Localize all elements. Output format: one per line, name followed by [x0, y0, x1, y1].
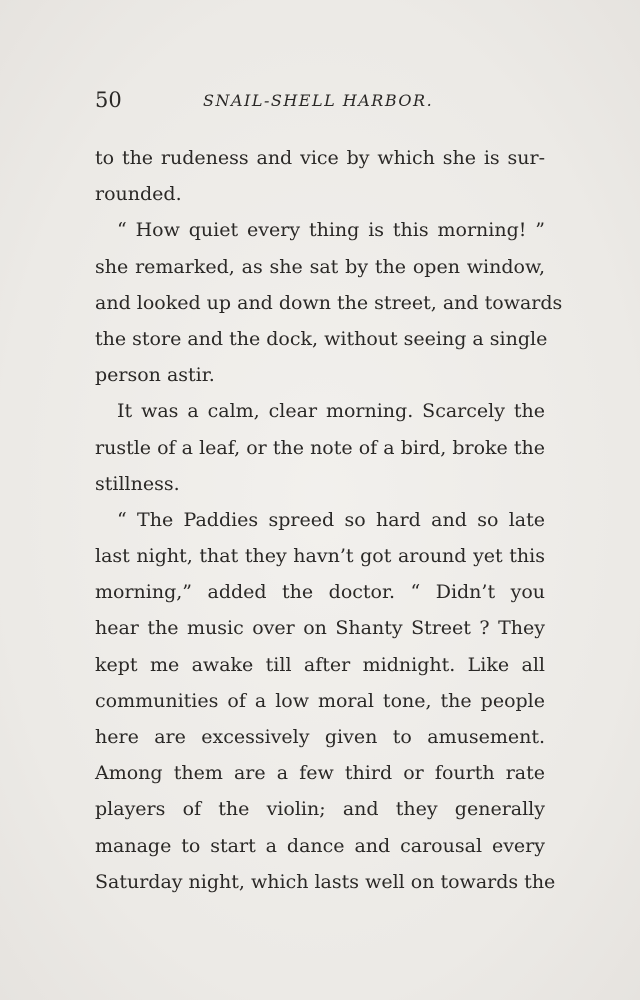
body-text — [95, 140, 563, 900]
text-line: hear the music over on Shanty Street ? They — [95, 617, 545, 640]
running-head: SNAIL-SHELL HARBOR. — [203, 91, 434, 110]
page-header — [95, 88, 545, 118]
text-line: to the rudeness and vice by which she is sur- — [95, 147, 545, 169]
text-line: rounded. — [95, 183, 182, 206]
text-line: Saturday night, which lasts well on towards the — [95, 870, 556, 893]
text-line: kept me awake till after midnight. Like all — [95, 653, 545, 676]
text-line: Among them are a few third or fourth rate — [95, 762, 545, 785]
text-line: she remarked, as she sat by the open window, — [95, 255, 545, 278]
text-line: morning,” added the doctor. “ Didn’t you — [95, 581, 545, 604]
text-line: manage to start a dance and carousal every — [95, 834, 545, 857]
text-line: players of the violin; and they generally — [95, 798, 545, 821]
text-line: last night, that they havn’t got around yet this — [95, 545, 545, 568]
text-line: communities of a low moral tone, the people — [95, 689, 545, 712]
page-number: 50 — [95, 88, 122, 112]
text-line: here are excessively given to amusement. — [95, 726, 545, 748]
text-line: rustle of a leaf, or the note of a bird, broke the — [95, 436, 545, 459]
text-line: the store and the dock, without seeing a single — [95, 327, 548, 350]
text-line: stillness. — [95, 472, 180, 495]
text-line: It was a calm, clear morning. Scarcely the — [117, 400, 545, 423]
text-line: and looked up and down the street, and towards — [95, 291, 563, 314]
text-line: “ The Paddies spreed so hard and so late — [117, 508, 545, 531]
text-line: “ How quiet every thing is this morning! ” — [117, 219, 545, 242]
text-line: person astir. — [95, 364, 215, 387]
